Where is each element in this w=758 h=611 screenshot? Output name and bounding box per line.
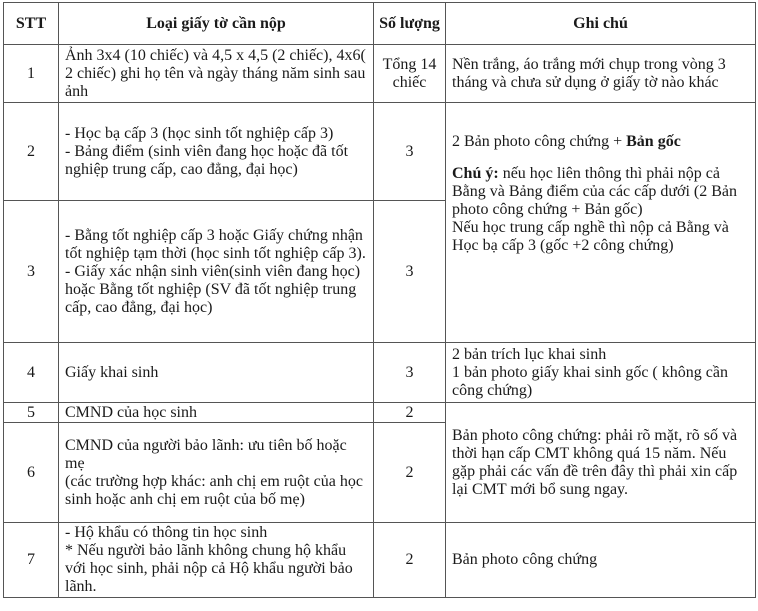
table-row bbox=[4, 45, 756, 103]
row-note: 2 bản trích lục khai sinh 1 bản photo giấy khai sinh gốc ( không cần công chứng) bbox=[446, 343, 756, 403]
note-original-label: Bản gốc bbox=[626, 133, 681, 150]
header-document-type: Loại giấy tờ cần nộp bbox=[59, 3, 374, 45]
table-row bbox=[4, 103, 756, 201]
row-quantity: 3 bbox=[374, 201, 446, 343]
header-stt: STT bbox=[4, 3, 59, 45]
note-vocational-text: Nếu học trung cấp nghề thì nộp cả Bằng và Học bạ cấp 3 (gốc +2 công chứng) bbox=[452, 219, 729, 254]
row-stt: 5 bbox=[4, 403, 59, 423]
documents-table bbox=[3, 2, 756, 598]
row-quantity: 2 bbox=[374, 523, 446, 598]
row-document: - Bằng tốt nghiệp cấp 3 hoặc Giấy chứng nhận tốt nghiệp tạm thời (học sinh tốt nghiệp cấp 3). - Giấy xác nhận sinh viên(sinh viên đang học) hoặc Bằng tốt nghiệp (SV đã tốt nghiệp trung cấp, cao đẳng, đại học) bbox=[59, 201, 374, 343]
row-quantity: 2 bbox=[374, 423, 446, 523]
note-copy-prefix: 2 Bản photo công chứng + bbox=[452, 133, 627, 150]
table-row bbox=[4, 403, 756, 423]
row-document: CMND của học sinh bbox=[59, 403, 374, 423]
row-document: Giấy khai sinh bbox=[59, 343, 374, 403]
merged-note-rows-5-6: Bản photo công chứng: phải rõ mặt, rõ số và thời hạn cấp CMT không quá 15 năm. Nếu gặp phải các vấn đề trên đây thì phải xin cấp lại CMT mới bổ sung ngay. bbox=[446, 403, 756, 523]
row-quantity: 3 bbox=[374, 343, 446, 403]
row-note: Nền trắng, áo trắng mới chụp trong vòng 3 tháng và chưa sử dụng ở giấy tờ nào khác bbox=[446, 45, 756, 103]
note-warning-label: Chú ý: bbox=[452, 165, 499, 182]
row-stt: 3 bbox=[4, 201, 59, 343]
row-note: Bản photo công chứng bbox=[446, 523, 756, 598]
row-document: - Hộ khẩu có thông tin học sinh * Nếu người bảo lãnh không chung hộ khẩu với học sinh, phải nộp cả Hộ khẩu người bảo lãnh. bbox=[59, 523, 374, 598]
row-quantity: 2 bbox=[374, 403, 446, 423]
row-document: - Học bạ cấp 3 (học sinh tốt nghiệp cấp 3) - Bảng điểm (sinh viên đang học hoặc đã tốt nghiệp trung cấp, cao đẳng, đại học) bbox=[59, 103, 374, 201]
header-notes: Ghi chú bbox=[446, 3, 756, 45]
header-row bbox=[4, 3, 756, 45]
row-document: CMND của người bảo lãnh: ưu tiên bố hoặc mẹ (các trường hợp khác: anh chị em ruột của học sinh hoặc anh chị em ruột của bố mẹ) bbox=[59, 423, 374, 523]
row-stt: 4 bbox=[4, 343, 59, 403]
note-warning-text: nếu học liên thông thì phải nộp cả Bằng và Bảng điểm của các cấp dưới (2 Bản photo công chứng + Bản gốc) bbox=[452, 165, 738, 218]
row-stt: 6 bbox=[4, 423, 59, 523]
row-stt: 1 bbox=[4, 45, 59, 103]
row-stt: 2 bbox=[4, 103, 59, 201]
table-row bbox=[4, 523, 756, 598]
row-quantity: 3 bbox=[374, 103, 446, 201]
table-row bbox=[4, 343, 756, 403]
header-quantity: Số lượng bbox=[374, 3, 446, 45]
row-document: Ảnh 3x4 (10 chiếc) và 4,5 x 4,5 (2 chiếc), 4x6( 2 chiếc) ghi họ tên và ngày tháng năm sinh sau ảnh bbox=[59, 45, 374, 103]
merged-note-rows-2-3 bbox=[446, 103, 756, 343]
row-quantity: Tổng 14 chiếc bbox=[374, 45, 446, 103]
row-stt: 7 bbox=[4, 523, 59, 598]
